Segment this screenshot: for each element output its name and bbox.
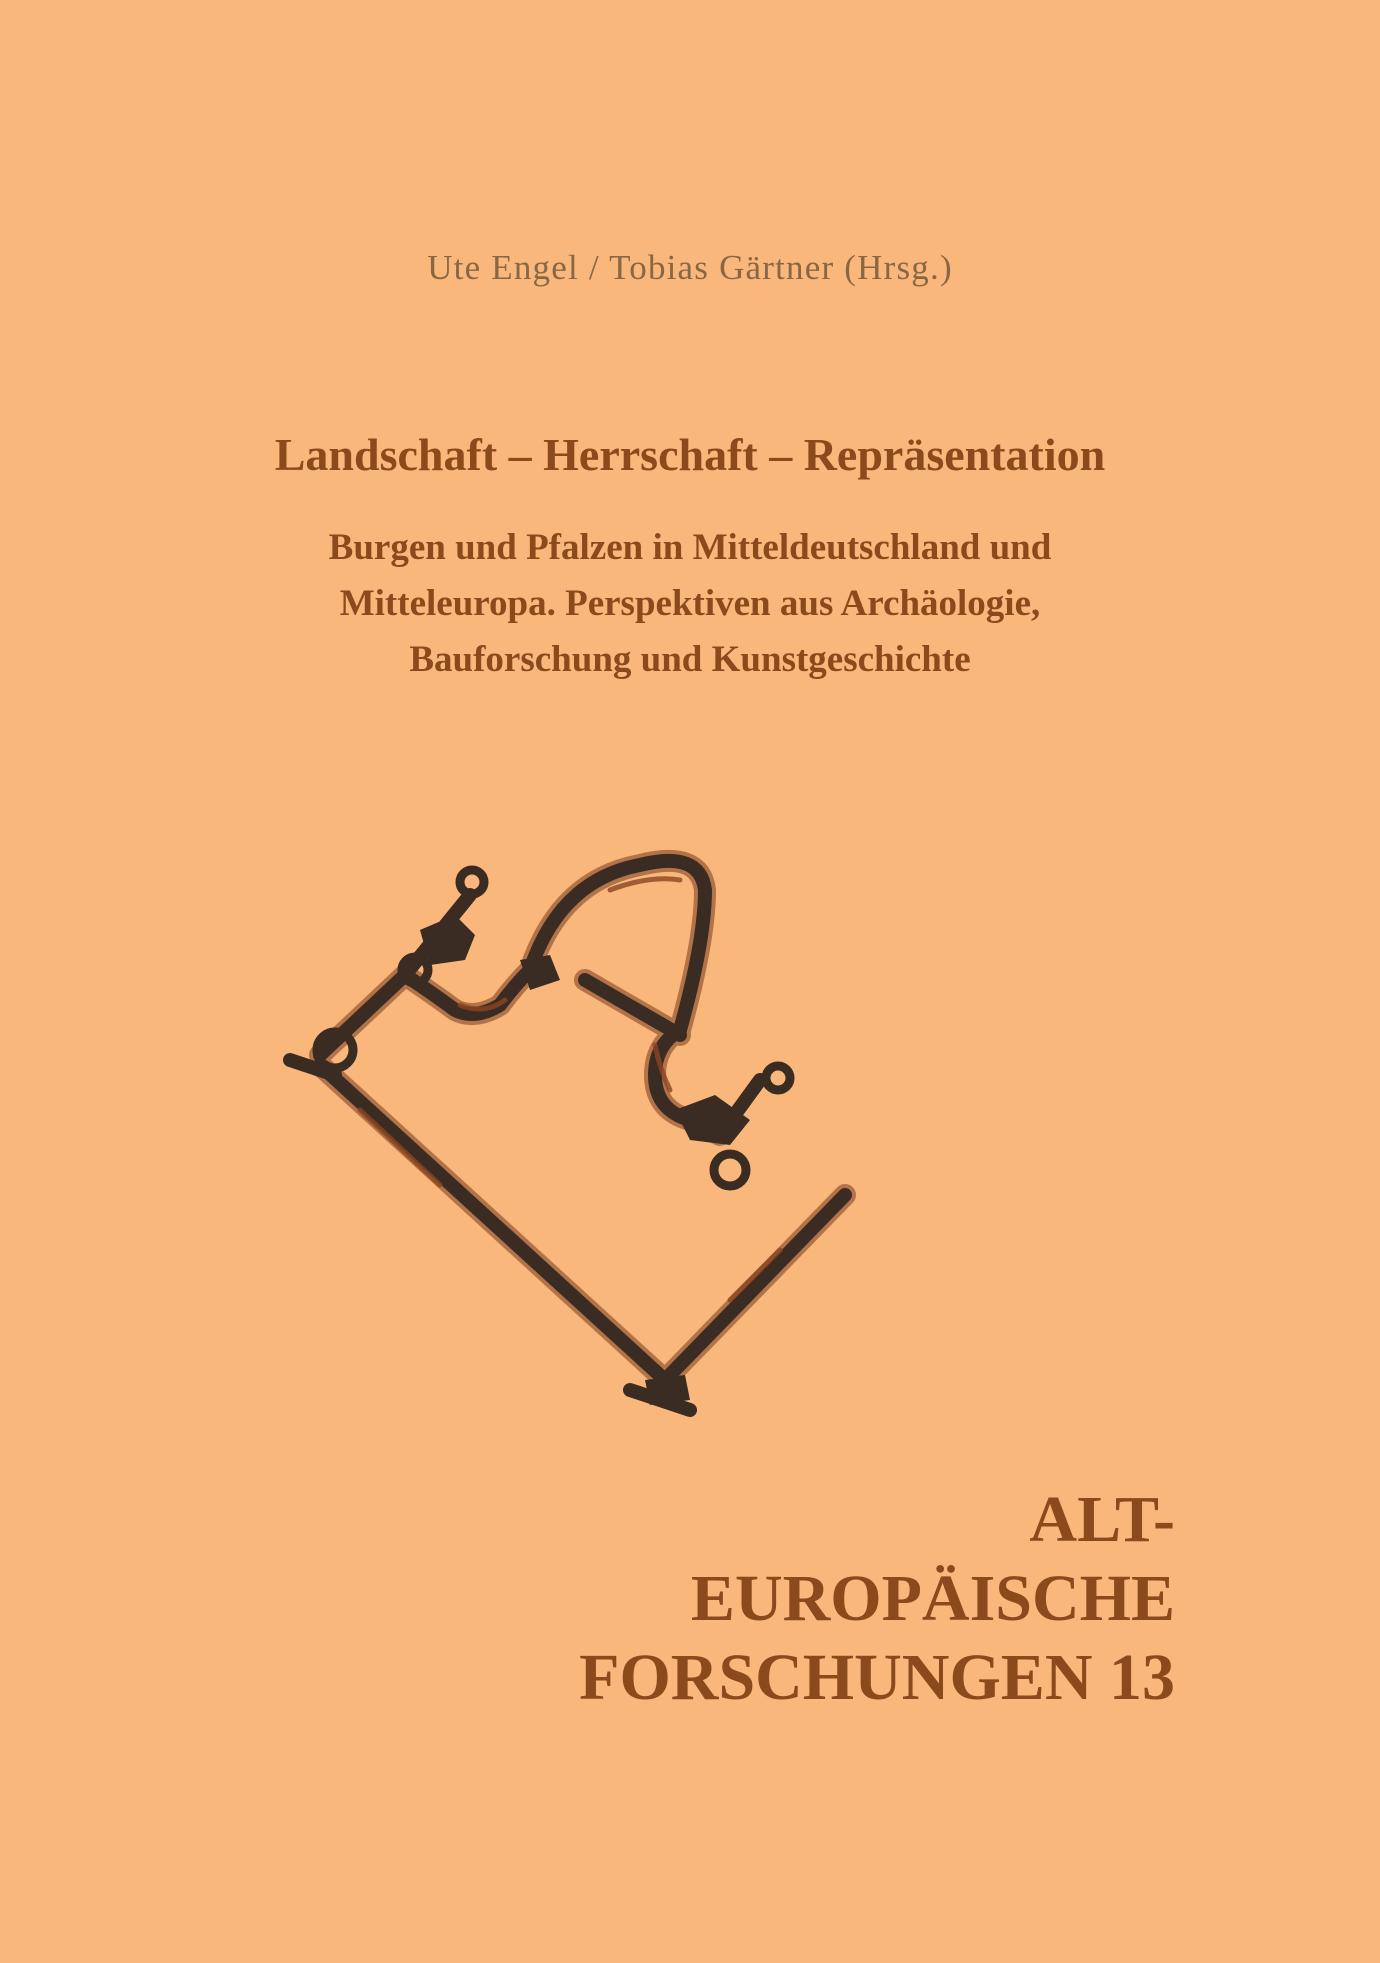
- horse-bit-artifact-image: [260, 820, 960, 1460]
- subtitle-line: Bauforschung und Kunstgeschichte: [409, 639, 971, 680]
- series-line: FORSCHUNGEN 13: [579, 1641, 1175, 1714]
- book-title: Landschaft – Herrschaft – Repräsentation: [274, 429, 1106, 480]
- book-subtitle: [200, 520, 1180, 688]
- editors-line: Ute Engel / Tobias Gärtner (Hrsg.): [427, 248, 953, 287]
- series-line: EUROPÄISCHE: [690, 1562, 1175, 1635]
- series-title: [579, 1480, 1175, 1717]
- subtitle-line: Burgen und Pfalzen in Mitteldeutschland und: [328, 527, 1052, 568]
- subtitle-line: Mitteleuropa. Perspektiven aus Archäologie,: [339, 583, 1041, 624]
- series-line: ALT-: [1029, 1483, 1175, 1556]
